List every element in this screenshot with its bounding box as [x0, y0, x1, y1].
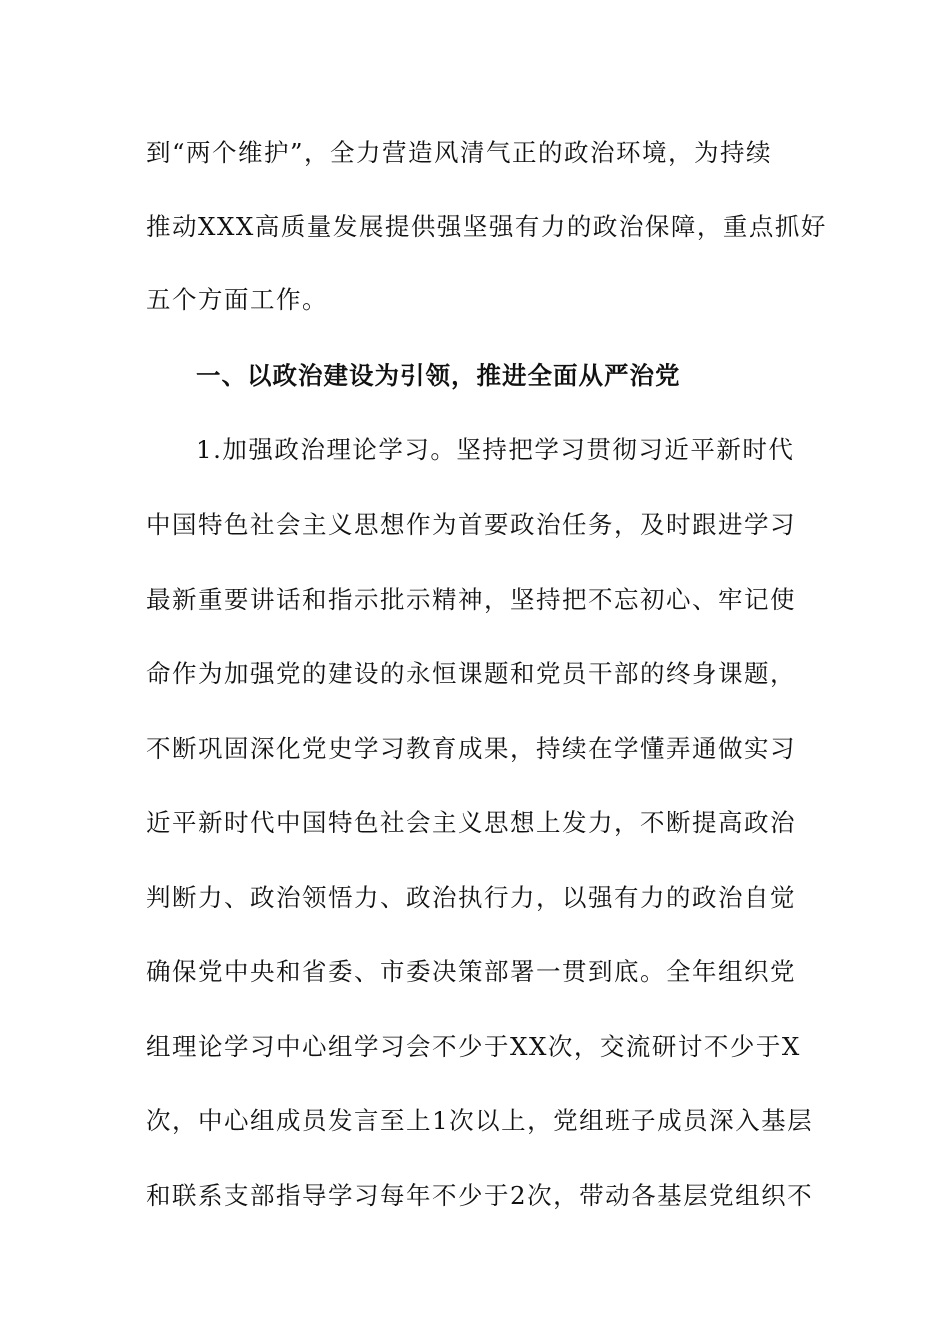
paragraph-line: 确保党中央和省委、市委决策部署一贯到底。全年组织党 — [146, 957, 796, 986]
intro-line: 到“两个维护”，全力营造风清气正的政治环境，为持续 — [146, 138, 773, 167]
paragraph-line: 中国特色社会主义思想作为首要政治任务，及时跟进学习 — [146, 510, 796, 539]
paragraph-line: 次，中心组成员发言至上1次以上，党组班子成员深入基层 — [146, 1106, 814, 1135]
section-heading: 一、以政治建设为引领，推进全面从严治党 — [196, 361, 681, 390]
paragraph-line: 和联系支部指导学习每年不少于2次，带动各基层党组织不 — [146, 1181, 814, 1210]
paragraph-line: 组理论学习中心组学习会不少于XX次，交流研讨不少于X — [146, 1032, 801, 1061]
intro-line: 五个方面工作。 — [146, 285, 328, 314]
paragraph-line: 判断力、政治领悟力、政治执行力，以强有力的政治自觉 — [146, 883, 796, 912]
paragraph-line: 不断巩固深化党史学习教育成果，持续在学懂弄通做实习 — [146, 734, 796, 763]
paragraph-line: 命作为加强党的建设的永恒课题和党员干部的终身课题， — [146, 659, 796, 688]
intro-line: 推动XXX高质量发展提供强坚强有力的政治保障，重点抓好 — [146, 212, 827, 241]
paragraph-line: 最新重要讲话和指示批示精神，坚持把不忘初心、牢记使 — [146, 585, 796, 614]
paragraph-line: 1.加强政治理论学习。坚持把学习贯彻习近平新时代 — [196, 435, 795, 464]
paragraph-line: 近平新时代中国特色社会主义思想上发力，不断提高政治 — [146, 808, 796, 837]
